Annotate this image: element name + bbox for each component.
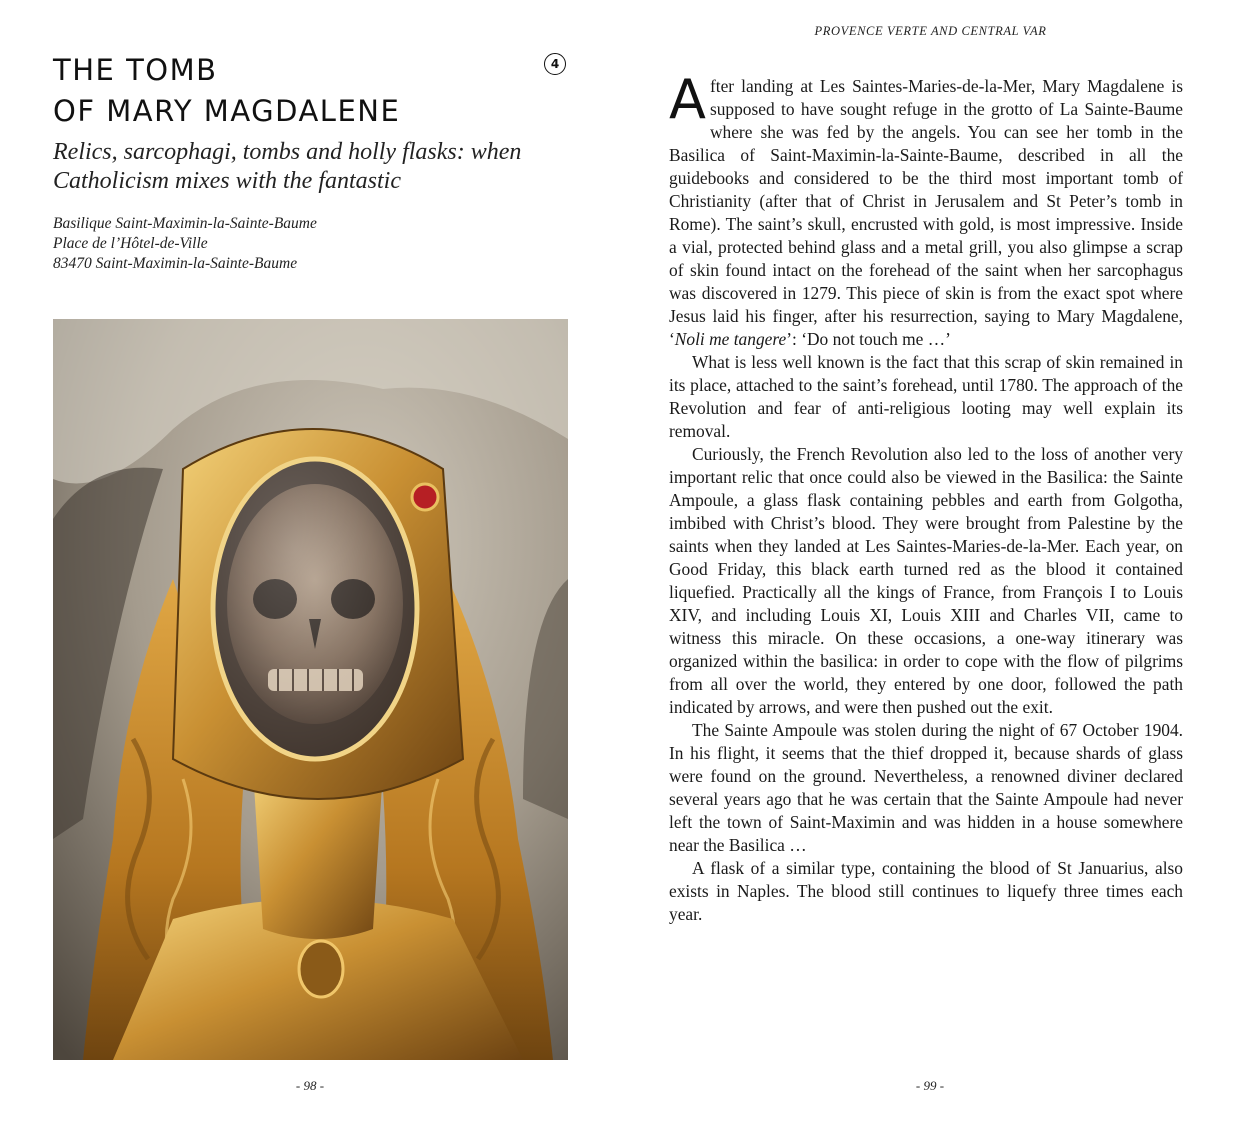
page-title bbox=[53, 50, 523, 132]
address-block bbox=[53, 214, 533, 274]
drop-cap: A bbox=[669, 68, 706, 131]
title-line-2: OF MARY MAGDALENE bbox=[53, 94, 401, 128]
left-page bbox=[0, 0, 620, 1123]
body-text bbox=[669, 68, 1183, 926]
reliquary-bust-skull-photo bbox=[53, 319, 568, 1060]
paragraph-4: The Sainte Ampoule was stolen during the night of 67 October 1904. In his flight, it seems that the thief dropped it, because shards of glass were found on the ground. Nevertheless, a renowned diviner declared several years ago that he was certain that the Sainte Ampoule had never left the town of Saint-Maximin and was hidden in a house somewhere near the Basilica … bbox=[669, 720, 1183, 855]
paragraph-1-text: fter landing at Les Saintes-Maries-de-la-Mer, Mary Magdalene is supposed to have sought refuge in the grotto of La Sainte-Baume where she was fed by the angels. You can see her tomb in the Basilica of Saint-Maximin-la-Sainte-Baume, described in all the guidebooks and considered to be the third most important tomb of Christianity (after that of Christ in Jerusalem and St Peter’s tomb in Rome). The saint’s skull, encrusted with gold, is most impressive. Inside a vial, protected behind glass and a metal grill, you also glimpse a scrap of skin found intact on the forehead of the saint when her sarcophagus was discovered in 1279. This piece of skin is from the exact spot where Jesus laid his finger, after his resurrection, saying to Mary Magdalene, ‘ bbox=[669, 76, 1183, 349]
latin-phrase: Noli me tangere bbox=[674, 329, 787, 349]
paragraph-2: What is less well known is the fact that this scrap of skin remained in its place, attached to the saint’s forehead, until 1780. The approach of the Revolution and fear of anti-religious looting may well explain its removal. bbox=[669, 352, 1183, 441]
paragraph-3: Curiously, the French Revolution also led to the loss of another very important relic that once could also be viewed in the Basilica: the Sainte Ampoule, a glass flask containing pebbles and earth from Golgotha, imbibed with Christ’s blood. They were brought from Palestine by the saints when they landed at Les Saintes-Maries-de-la-Mer. Each year, on Good Friday, this black earth turned red as the blood it contained liquefied. Practically all the kings of France, from François I to Louis XIV, and including Louis XI, Louis XIII and Charles VII, came to witness this miracle. On these occasions, a one-way itinerary was organized within the basilica: in order to cope with the flow of pilgrims from all over the world, they entered by one door, followed the path indicated by arrows, and were then pushed out the exit. bbox=[669, 444, 1183, 717]
paragraph-5: A flask of a similar type, containing the blood of St Januarius, also exists in Naples. The blood still continues to liquefy three times each year. bbox=[669, 858, 1183, 924]
reliquary-photo bbox=[53, 319, 568, 1060]
title-line-1: THE TOMB bbox=[53, 53, 218, 87]
entry-number-badge: 4 bbox=[544, 53, 566, 75]
address-line-1: Basilique Saint-Maximin-la-Sainte-Baume bbox=[53, 215, 317, 232]
running-head: PROVENCE VERTE AND CENTRAL VAR bbox=[814, 24, 1047, 38]
address-line-2: Place de l’Hôtel-de-Ville bbox=[53, 235, 208, 252]
address-line-3: 83470 Saint-Maximin-la-Sainte-Baume bbox=[53, 255, 298, 272]
subtitle: Relics, sarcophagi, tombs and holly flasks: when Catholicism mixes with the fantastic bbox=[53, 139, 522, 194]
page-number-left: - 98 - bbox=[295, 1078, 325, 1093]
paragraph-1 bbox=[669, 68, 1183, 351]
right-page bbox=[620, 0, 1241, 1123]
paragraph-1-end: ’: ‘Do not touch me …’ bbox=[786, 329, 951, 349]
page-number-right: - 99 - bbox=[915, 1078, 945, 1093]
